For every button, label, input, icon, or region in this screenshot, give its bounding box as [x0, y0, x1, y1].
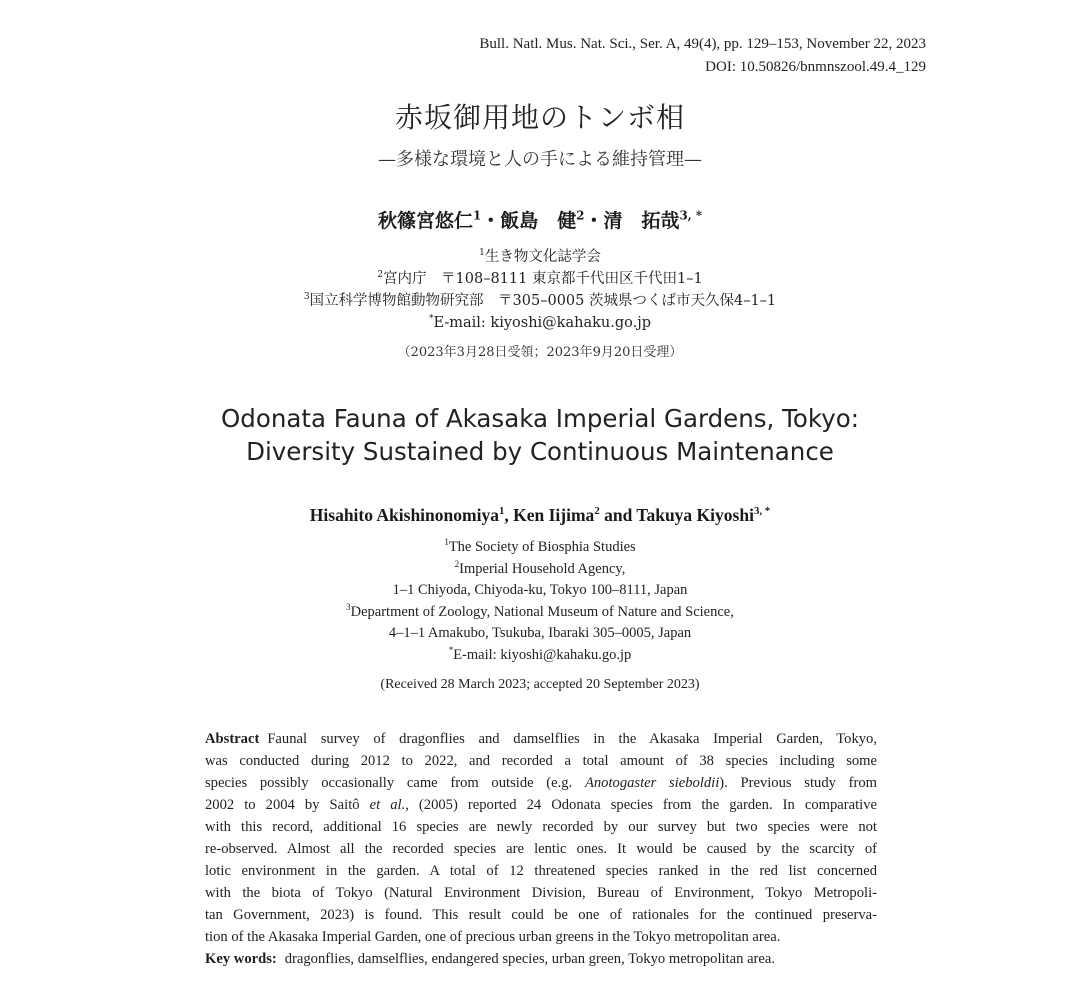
jp-received-dates: （2023年3月28日受領；2023年9月20日受理） — [397, 345, 683, 360]
abstract-line: with the biota of Tokyo (Natural Environment Division, Bureau of Environment, Tokyo Metropoli- — [205, 885, 877, 901]
en-author-name: Hisahito Akishinonomiya — [309, 505, 499, 525]
abstract-line: 2002 to 2004 by Saitô et al., (2005) reported 24 Odonata species from the garden. In comparative — [205, 797, 877, 813]
affil-sup: 1 — [479, 248, 485, 259]
abstract-line — [205, 728, 877, 750]
jp-author-sep: ・ — [481, 210, 501, 232]
affil-sup: 1 — [444, 537, 449, 548]
en-authors — [0, 502, 1080, 528]
en-affiliations — [0, 537, 1080, 666]
en-received-dates: (Received 28 March 2023; accepted 20 September 2023) — [380, 677, 700, 692]
affil-text: E-mail: kiyoshi@kahaku.go.jp — [453, 646, 632, 663]
jp-author-sup: 3, * — [679, 208, 702, 223]
en-title-line: Odonata Fauna of Akasaka Imperial Gardens, Tokyo: — [221, 404, 859, 433]
en-affiliation — [0, 580, 1080, 602]
keywords-label: Key words: — [205, 951, 277, 967]
abstract-label: Abstract — [205, 731, 260, 747]
citation-block — [479, 33, 926, 79]
jp-affiliation — [0, 268, 1080, 290]
affil-sup: * — [448, 644, 454, 655]
affil-text: 生き物文化誌学会 — [484, 249, 601, 265]
en-author-name: Ken Iijima — [513, 505, 595, 525]
affil-text: 国立科学博物館動物研究部 〒305–0005 茨城県つくば市天久保4–1–1 — [309, 293, 777, 309]
affil-text: Imperial Household Agency, — [459, 560, 626, 577]
en-title — [0, 402, 1080, 468]
affil-text: 宮内庁 〒108–8111 東京都千代田区千代田1–1 — [383, 271, 703, 287]
en-author-sup: 1 — [498, 505, 505, 518]
jp-author-sup: 1 — [473, 208, 482, 223]
affil-text: 1–1 Chiyoda, Chiyoda-ku, Tokyo 100–8111, Japan — [392, 582, 688, 598]
affil-sup: 2 — [454, 558, 460, 569]
jp-author-name: 飯島 健 — [500, 210, 577, 232]
affil-text: Department of Zoology, National Museum of Nature and Science, — [350, 603, 734, 620]
en-author-sep: and — [599, 505, 637, 525]
abstract-line: with this record, additional 16 species are newly recorded by our survey but two species were not — [205, 819, 877, 835]
doi: DOI: 10.50826/bnmnszool.49.4_129 — [705, 59, 926, 75]
affil-text: 4–1–1 Amakubo, Tsukuba, Ibaraki 305–0005, Japan — [388, 625, 692, 641]
en-author-sup: 2 — [594, 505, 600, 518]
abstract-line: was conducted during 2012 to 2022, and recorded a total amount of 38 species including some — [205, 753, 877, 769]
jp-author-name: 清 拓哉 — [603, 210, 680, 232]
abstract — [205, 728, 877, 970]
jp-authors — [0, 207, 1080, 235]
abstract-line: species possibly occasionally came from outside (e.g. Anotogaster sieboldii). Previous study from — [205, 775, 877, 791]
affil-text: E-mail: kiyoshi@kahaku.go.jp — [433, 315, 651, 331]
affil-sup: * — [429, 314, 434, 325]
en-author-sup: 3, * — [753, 505, 771, 518]
affil-sup: 3 — [303, 292, 310, 303]
abstract-line: lotic environment in the garden. A total of 12 threatened species ranked in the red list concerned — [205, 863, 877, 879]
affil-sup: 2 — [377, 270, 384, 281]
jp-author-name: 秋篠宮悠仁 — [378, 210, 474, 232]
jp-title: 赤坂御用地のトンボ相 — [394, 101, 685, 134]
en-affiliation — [0, 623, 1080, 645]
jp-affiliation — [0, 290, 1080, 312]
en-author-name: Takuya Kiyoshi — [636, 505, 754, 525]
abstract-line: tan Government, 2023) is found. This result could be one of rationales for the continued preserva- — [205, 907, 877, 923]
abstract-line: tion of the Akasaka Imperial Garden, one of precious urban greens in the Tokyo metropolitan area. — [205, 929, 781, 945]
keywords — [205, 948, 877, 970]
en-author-sep: , — [504, 505, 514, 525]
en-affiliation — [0, 537, 1080, 559]
en-title-line: Diversity Sustained by Continuous Maintenance — [246, 437, 834, 466]
jp-subtitle: —多様な環境と人の手による維持管理— — [378, 149, 702, 170]
journal-citation: Bull. Natl. Mus. Nat. Sci., Ser. A, 49(4), pp. 129–153, November 22, 2023 — [479, 36, 926, 52]
jp-author-sup: 2 — [576, 208, 585, 223]
jp-affiliation — [0, 312, 1080, 334]
en-affiliation — [0, 645, 1080, 667]
keywords-text: dragonflies, damselflies, endangered species, urban green, Tokyo metropolitan area. — [284, 951, 776, 967]
affil-text: The Society of Biosphia Studies — [448, 539, 636, 555]
abstract-line-text: Faunal survey of dragonflies and damselflies in the Akasaka Imperial Garden, Tokyo, — [267, 731, 877, 747]
jp-affiliation — [0, 246, 1080, 268]
en-affiliation — [0, 602, 1080, 624]
affil-sup: 3 — [346, 601, 351, 612]
abstract-line: re-observed. Almost all the recorded species are lentic ones. It would be caused by the scarcity of — [205, 841, 877, 857]
en-affiliation — [0, 559, 1080, 581]
jp-author-sep: ・ — [584, 210, 604, 232]
jp-affiliations — [0, 246, 1080, 334]
